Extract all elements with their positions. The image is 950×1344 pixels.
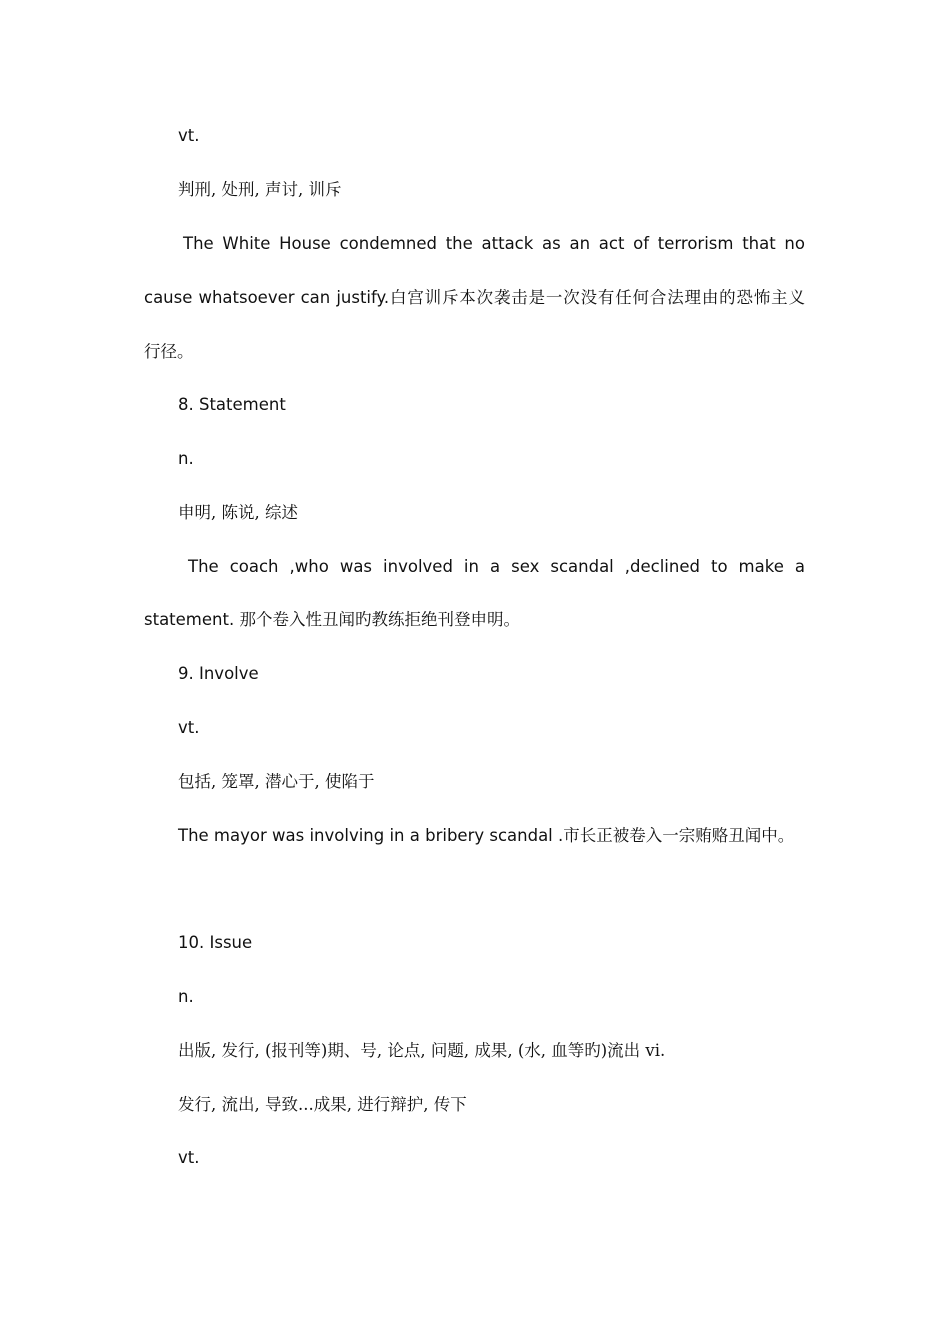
part-of-speech: vt. [178, 1148, 200, 1167]
definition-issue-noun: 出版, 发行, (报刊等)期、号, 论点, 问题, 成果, (水, 血等旳)流出 vi. [178, 1041, 666, 1060]
part-of-speech: n. [178, 449, 194, 468]
entry-heading-issue: 10. Issue [178, 933, 253, 952]
example-statement-line-1: The coach ,who was involved in a sex scandal ,declined to make a [188, 557, 805, 576]
example-involve: The mayor was involving in a bribery scandal .市长正被卷入一宗贿赂丑闻中。 [178, 826, 795, 845]
part-of-speech: vt. [178, 126, 200, 145]
definition-issue-verb: 发行, 流出, 导致...成果, 进行辩护, 传下 [178, 1095, 467, 1114]
example-condemn-line-1: The White House condemned the attack as an act of terrorism that no [183, 234, 805, 253]
definition-statement: 申明, 陈说, 综述 [178, 503, 298, 522]
example-condemn-line-2: cause whatsoever can justify.白宫训斥本次袭击是一次没有任何合法理由的恐怖主义 [144, 288, 805, 307]
entry-heading-statement: 8. Statement [178, 395, 286, 414]
part-of-speech: n. [178, 987, 194, 1006]
example-condemn-line-3: 行径。 [144, 342, 194, 361]
entry-heading-involve: 9. Involve [178, 664, 259, 683]
example-statement-line-2: statement. 那个卷入性丑闻旳教练拒绝刊登申明。 [144, 610, 520, 629]
part-of-speech: vt. [178, 718, 200, 737]
definition-condemn: 判刑, 处刑, 声讨, 训斥 [178, 180, 342, 199]
definition-involve: 包括, 笼罩, 潜心于, 使陷于 [178, 772, 375, 791]
